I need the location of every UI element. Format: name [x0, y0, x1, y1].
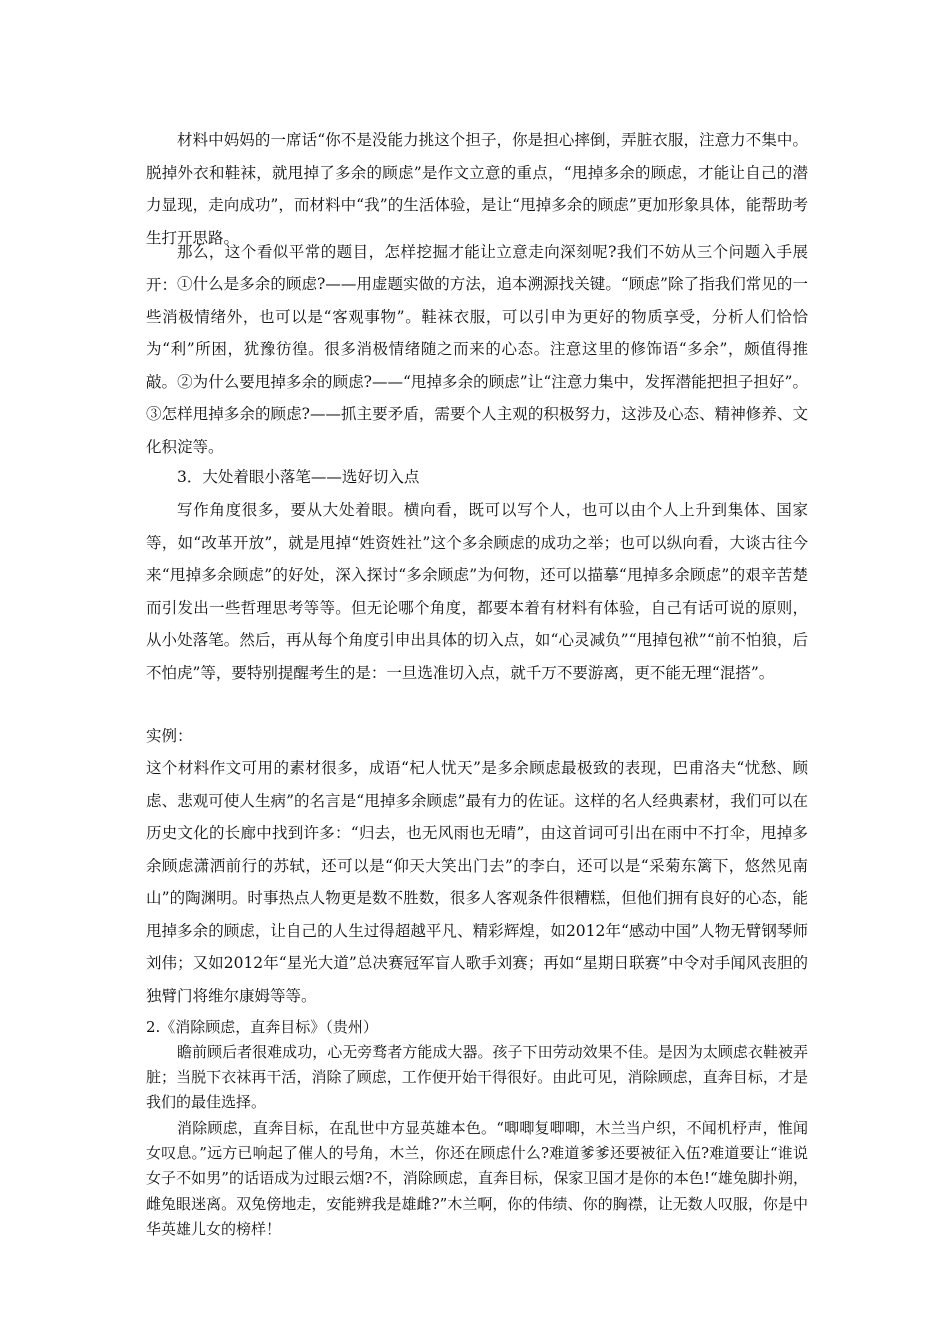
section-heading-3: 3．大处着眼小落笔——选好切入点 [177, 468, 420, 486]
paragraph-question-intro: 那么，这个看似平常的题目，怎样挖掘才能让立意走向深刻呢?我们不妨从三个问题入手展开： [146, 243, 808, 294]
paragraph-three-questions: ①什么是多余的顾虑?——用虚题实做的方法，追本溯源找关键。“顾虑”除了指我们常见的一些消极情绪外，也可以是“客观事物”。鞋袜衣服，可以引申为更好的物质享受，分析人们恰恰为“利”所困，犹豫彷徨。很多消极情绪随之而来的心态。注意这里的修饰语“多余”，颇值得推敲。②为什么要甩掉多余的顾虑?——“甩掉多余的顾虑”让“注意力集中，发挥潜能把担子担好”。③怎样甩掉多余的顾虑?——抓主要矛盾，需要个人主观的积极努力，这涉及心态、精神修养、文化积淀等。 [146, 275, 808, 456]
paragraph-example-materials: 这个材料作文可用的素材很多，成语“杞人忧天”是多余顾虑最极致的表现，巴甫洛夫“忧愁、顾虑、悲观可使人生病”的名言是“甩掉多余顾虑”最有力的佐证。这样的名人经典素材，我们可以在历史文化的长廊中找到许多：“归去，也无风雨也无晴”，由这首词可引出在雨中不打伞，甩掉多余顾虑潇洒前行的苏轼，还可以是“仰天大笑出门去”的李白，还可以是“采菊东篱下，悠然见南山”的陶渊明。时事热点人物更是数不胜数，很多人客观条件很糟糕，但他们拥有良好的心态，能甩掉多余的顾虑，让自己的人生过得超越平凡、精彩辉煌，如2012年“感动中国”人物无臂钢琴师刘伟；又如2012年“星光大道”总决赛冠军盲人歌手刘赛；再如“星期日联赛”中令对手闻风丧胆的独臂门将维尔康姆等等。 [146, 759, 808, 1005]
paragraph-writing-angles: 写作角度很多，要从大处着眼。横向看，既可以写个人，也可以由个人上升到集体、国家等，如“改革开放”，就是甩掉“姓资姓社”这个多余顾虑的成功之举；也可以纵向看，大谈古往今来“甩掉多余顾虑”的好处，深入探讨“多余顾虑”为何物，还可以描摹“甩掉多余顾虑”的艰辛苦楚而引发出一些哲理思考等等。但无论哪个角度，都要本着有材料有体验，自己有话可说的原则，从小处落笔。然后，再从每个角度引申出具体的切入点，如“心灵减负”“甩掉包袱”“前不怕狼，后不怕虎”等，要特别提醒考生的是：一旦选准切入点，就千万不要游离，更不能无理“混搭”。 [146, 501, 808, 682]
paragraph-essay-opening: 瞻前顾后者很难成功，心无旁骛者方能成大器。孩子下田劳动效果不佳。是因为太顾虑衣鞋被弄脏；当脱下衣袜再干活，消除了顾虑，工作便开始干得很好。由此可见，消除顾虑，直奔目标，才是我们的最佳选择。 [146, 1043, 808, 1112]
example-label: 实例： [146, 727, 193, 745]
paragraph-material-analysis: 材料中妈妈的一席话“你不是没能力挑这个担子，你是担心摔倒，弄脏衣服，注意力不集中。脱掉外衣和鞋袜，就甩掉了多余的顾虑”是作文立意的重点，“甩掉多余的顾虑，才能让自己的潜力显现，走向成功”，而材料中“我”的生活体验，是让“甩掉多余的顾虑”更加形象具体，能帮助考生打开思路。 [146, 131, 808, 247]
paragraph-essay-mulan: 消除顾虑，直奔目标，在乱世中方显英雄本色。“唧唧复唧唧，木兰当户织，不闻机杼声，惟闻女叹息。”远方已响起了催人的号角，木兰，你还在顾虑什么?难道爹爹还要被征入伍?难道要让“谁说女子不如男”的话语成为过眼云烟?不，消除顾虑，直奔目标，保家卫国才是你的本色!“雄兔脚扑朔，雌兔眼迷离。双兔傍地走，安能辨我是雄雌?”木兰啊，你的伟绩、你的胸襟，让无数人叹服，你是中华英雄儿女的榜样！ [146, 1119, 808, 1238]
essay-title: 2.《消除顾虑，直奔目标》（贵州） [146, 1018, 378, 1036]
